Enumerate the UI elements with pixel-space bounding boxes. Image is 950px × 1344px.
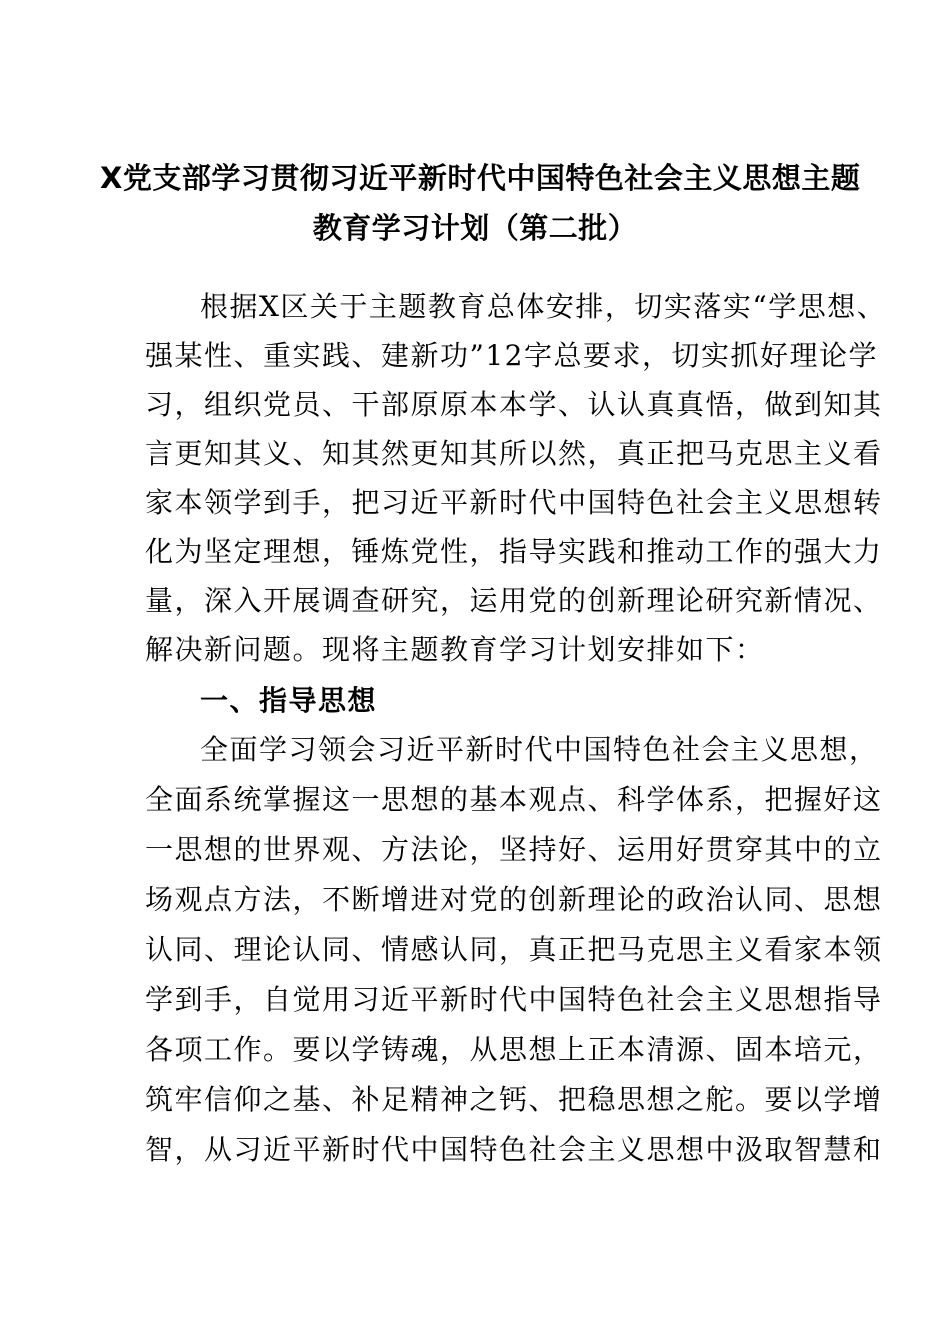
intro-paragraph-line: 家本领学到手，把习近平新时代中国特色社会主义思想转 [145,486,883,519]
intro-paragraph-line: 量，深入开展调查研究，运用党的创新理论研究新情况、 [145,584,883,617]
intro-paragraph-line: 习，组织党员、干部原原本本学、认认真真悟，做到知其 [145,388,883,421]
intro-paragraph-line: 根据X区关于主题教育总体安排，切实落实“学思想、 [200,290,887,323]
section-paragraph-line: 认同、理论认同、情感认同，真正把马克思主义看家本领 [145,933,883,966]
section-heading: 一、指导思想 [200,684,378,717]
intro-paragraph-line: 言更知其义、知其然更知其所以然，真正把马克思主义看 [145,437,883,470]
section-paragraph-line: 场观点方法，不断增进对党的创新理论的政治认同、思想 [145,883,883,916]
document-title-line-1: X党支部学习贯彻习近平新时代中国特色社会主义思想主题 [100,161,861,195]
section-paragraph-line: 一思想的世界观、方法论，坚持好、运用好贯穿其中的立 [145,833,883,866]
section-paragraph-line: 全面系统掌握这一思想的基本观点、科学体系，把握好这 [145,783,883,816]
section-paragraph-line: 各项工作。要以学铸魂，从思想上正本清源、固本培元， [145,1033,883,1066]
section-paragraph-line: 筑牢信仰之基、补足精神之钙、把稳思想之舵。要以学增 [145,1083,883,1116]
section-paragraph-line: 智，从习近平新时代中国特色社会主义思想中汲取智慧和 [145,1133,883,1166]
intro-paragraph-line: 强某性、重实践、建新功”12字总要求，切实抓好理论学 [145,339,878,372]
document-title-line-2: 教育学习计划（第二批） [312,211,638,245]
intro-paragraph-line: 化为坚定理想，锤炼党性，指导实践和推动工作的强大力 [145,535,883,568]
intro-paragraph-line: 解决新问题。现将主题教育学习计划安排如下： [145,633,765,666]
section-paragraph-line: 全面学习领会习近平新时代中国特色社会主义思想， [200,733,879,766]
section-paragraph-line: 学到手，自觉用习近平新时代中国特色社会主义思想指导 [145,983,883,1016]
